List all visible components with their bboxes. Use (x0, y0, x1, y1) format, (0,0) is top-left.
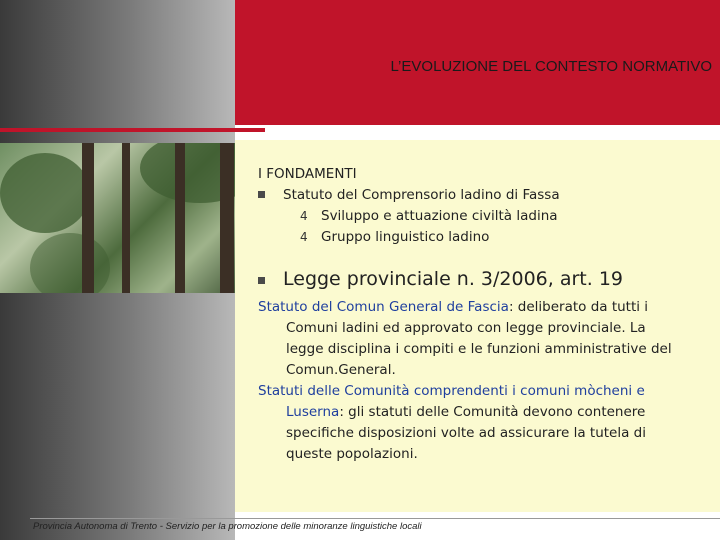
forest-photo (0, 143, 258, 293)
paragraph-statuto: Statuto del Comun General de Fascia: deliberato da tutti i Comuni ladini ed approvato con legge provinciale. La legge disciplina i compiti e le funzioni amministrative del Comun.General. (258, 299, 672, 378)
slide-title: L’EVOLUZIONE DEL CONTESTO NORMATIVO (390, 58, 712, 75)
hand-pointer-icon: 4 (300, 230, 308, 244)
hand-pointer-icon: 4 (300, 209, 308, 223)
bullet-item: Statuto del Comprensorio ladino di Fassa (258, 185, 698, 206)
bullet-item-law: Legge provinciale n. 3/2006, art. 19 (258, 264, 698, 294)
square-bullet-icon (258, 191, 265, 198)
statuti-link-text: Statuti delle Comunità comprendenti i comuni mòcheni e (258, 383, 645, 399)
slide-body (258, 164, 698, 465)
sub-bullet-item: 4 Gruppo linguistico ladino (258, 227, 698, 248)
section-heading: I FONDAMENTI (258, 166, 357, 182)
square-bullet-icon (258, 277, 265, 284)
paragraph-statuti: Statuti delle Comunità comprendenti i comuni mòcheni e Luserna: gli statuti delle Comunità devono contenere specifiche disposizioni volte ad assicurare la tutela di queste popolazioni. (258, 383, 646, 462)
footer-text: Provincia Autonoma di Trento - Servizio per la promozione delle minoranze linguistiche locali (33, 521, 422, 532)
sub-bullet-item: 4 Sviluppo e attuazione civiltà ladina (258, 206, 698, 227)
red-divider (0, 128, 265, 132)
footer-divider (30, 518, 720, 519)
statuto-link-text: Statuto del Comun General de Fascia (258, 299, 509, 315)
